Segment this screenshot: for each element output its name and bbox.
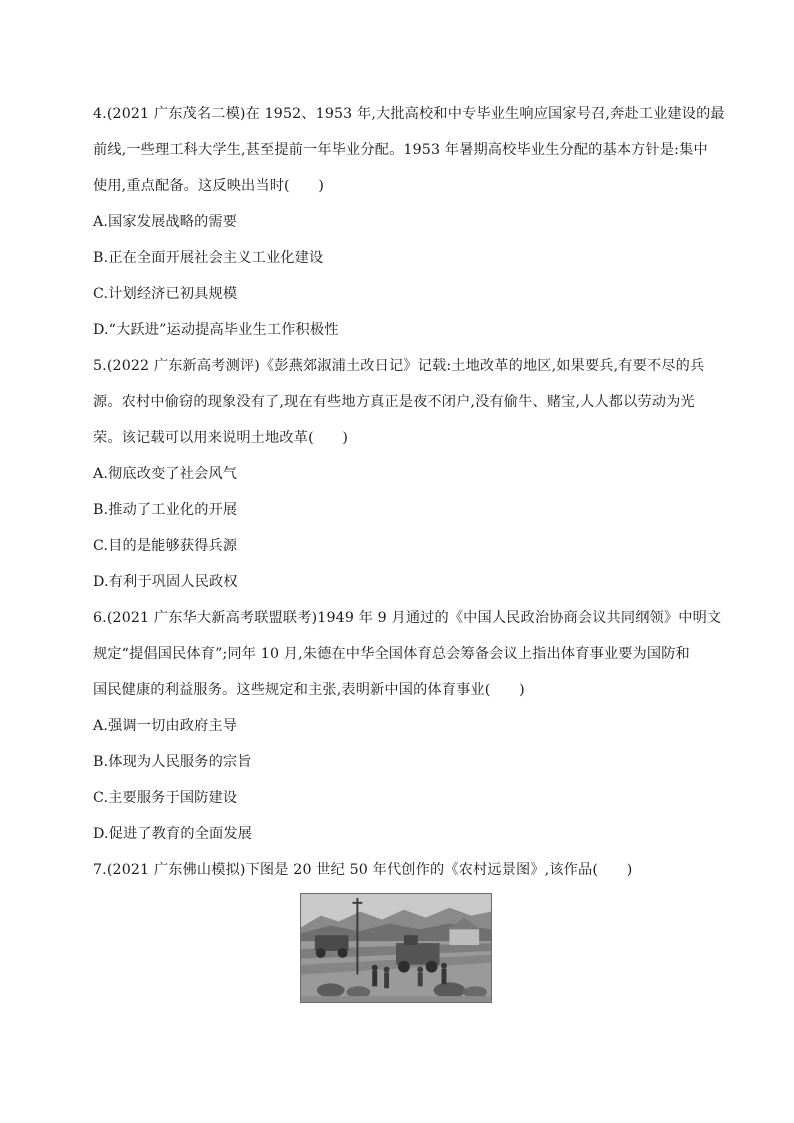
- q6-stem-line-1: 6.(2021 广东华大新高考联盟联考)1949 年 9 月通过的《中国人民政治协商会议共同纲领》中明文: [93, 610, 722, 626]
- q5-stem-line-3: 荣。该记载可以用来说明土地改革( ): [93, 430, 349, 446]
- q4-option-b: B.正在全面开展社会主义工业化建设: [93, 250, 324, 266]
- q6-option-d: D.促进了教育的全面发展: [93, 826, 253, 842]
- q5-option-d: D.有利于巩固人民政权: [93, 574, 238, 590]
- q5-stem-line-2: 源。农村中偷窃的现象没有了,现在有些地方真正是夜不闭户,没有偷牛、赌宝,人人都以劳动为光: [93, 394, 695, 410]
- q5-option-c: C.目的是能够获得兵源: [93, 538, 238, 554]
- q4-stem-line-3: 使用,重点配备。这反映出当时( ): [93, 178, 325, 194]
- q6-stem-line-3: 国民健康的利益服务。这些规定和主张,表明新中国的体育事业( ): [93, 682, 525, 698]
- q4-stem-line-1: 4.(2021 广东茂名二模)在 1952、1953 年,大批高校和中专毕业生响应国家号召,奔赴工业建设的最: [93, 106, 725, 122]
- q5-option-a: A.彻底改变了社会风气: [93, 466, 238, 482]
- q6-option-c: C.主要服务于国防建设: [93, 790, 238, 806]
- q6-stem-line-2: 规定“提倡国民体育”;同年 10 月,朱德在中华全国体育总会筹备会议上指出体育事业要为国防和: [93, 646, 690, 662]
- q5-option-b: B.推动了工业化的开展: [93, 502, 238, 518]
- q5-stem-line-1: 5.(2022 广东新高考测评)《彭燕郊淑浦土改日记》记载:土地改革的地区,如果要兵,有要不尽的兵: [93, 358, 705, 374]
- q4-stem-line-2: 前线,一些理工科大学生,甚至提前一年毕业分配。1953 年暑期高校毕业生分配的基本方针是:集中: [93, 142, 708, 158]
- q4-option-a: A.国家发展战略的需要: [93, 214, 238, 230]
- q7-stem-line-1: 7.(2021 广东佛山模拟)下图是 20 世纪 50 年代创作的《农村远景图》,该作品( ): [93, 862, 633, 878]
- painting-image: [300, 893, 492, 1003]
- q4-option-d: D.“大跃进”运动提高毕业生工作积极性: [93, 322, 339, 338]
- q6-option-b: B.体现为人民服务的宗旨: [93, 754, 252, 770]
- q6-option-a: A.强调一切由政府主导: [93, 718, 238, 734]
- q4-option-c: C.计划经济已初具规模: [93, 286, 238, 302]
